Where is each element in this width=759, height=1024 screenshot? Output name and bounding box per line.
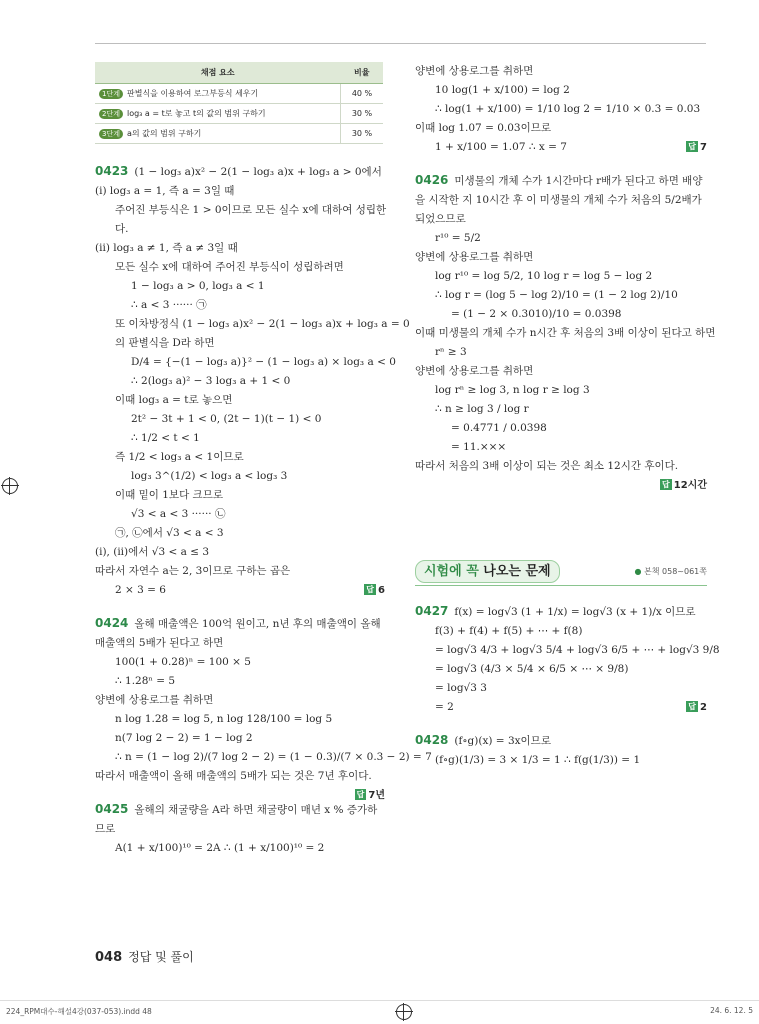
solution-line: 을 시작한 지 10시간 후 이 미생물의 개체 수가 처음의 5/2배가 (415, 194, 702, 206)
solution-line: (i) log₃ a = 1, 즉 a = 3일 때 (95, 185, 235, 197)
solution-line: (f∘g)(1/3) = 3 × 1/3 = 1 ∴ f(g(1/3)) = 1 (435, 754, 641, 766)
solution-line: = (1 − 2 × 0.3010)/10 = 0.0398 (451, 308, 622, 320)
solution-line: 양변에 상용로그를 취하면 (415, 251, 534, 263)
solution-line: = log√3 4/3 + log√3 5/4 + log√3 6/5 + ⋯ + log√3 9/8 (435, 644, 720, 656)
solution-line: 되었으므로 (415, 213, 466, 225)
solution-line: 이때 밑이 1보다 크므로 (115, 489, 223, 501)
answer-badge: 답 (356, 790, 365, 799)
problem-header (95, 162, 385, 182)
answer-value: 6 (378, 585, 385, 596)
solution-line: ∴ 1.28ⁿ = 5 (115, 675, 176, 687)
solution-line: 2t² − 3t + 1 < 0, (2t − 1)(t − 1) < 0 (131, 413, 322, 425)
registration-mark-icon (396, 1004, 412, 1020)
answer-mark (660, 476, 707, 495)
solution-line: = log√3 3 (435, 682, 487, 694)
table-row (95, 124, 383, 144)
problem-text: 미생물의 개체 수가 1시간마다 r배가 된다고 하면 배양 (454, 175, 703, 187)
solution-line: = log√3 (4/3 × 5/4 × 6/5 × ⋯ × 9/8) (435, 663, 629, 675)
solution-line: (i), (ii)에서 √3 < a ≤ 3 (95, 546, 210, 558)
problem-header (95, 614, 385, 634)
problem-number: 0424 (95, 616, 129, 630)
solution-line: ∴ a < 3 ······ ㉠ (131, 299, 207, 311)
solution-line: 모든 실수 x에 대하여 주어진 부등식이 성립하려면 (115, 261, 344, 273)
score-item: 판별식을 이용하여 로그부등식 세우기 (126, 89, 259, 98)
right-column (415, 62, 720, 770)
solution-line: n(7 log 2 − 2) = 1 − log 2 (115, 732, 253, 744)
solution-line: (ii) log₃ a ≠ 1, 즉 a ≠ 3일 때 (95, 242, 238, 254)
score-ratio: 30 % (341, 124, 384, 144)
solution-line: 따라서 자연수 a는 2, 3이므로 구하는 곱은 (95, 565, 291, 577)
problem-header (415, 602, 707, 622)
solution-line: 또 이차방정식 (1 − log₃ a)x² − 2(1 − log₃ a)x + log₃ a = 0 (115, 318, 410, 330)
solution-text: = 2 (435, 701, 454, 713)
problem-number: 0425 (95, 802, 129, 816)
solution-line: 100(1 + 0.28)ⁿ = 100 × 5 (115, 656, 251, 668)
answer-badge: 답 (688, 702, 697, 711)
problem-number: 0427 (415, 604, 449, 618)
top-rule (95, 43, 706, 44)
section-banner (415, 560, 707, 586)
banner-ref-text: 본책 058~061쪽 (644, 567, 707, 576)
solution-line: 10 log(1 + x/100) = log 2 (435, 84, 570, 96)
solution-line: ∴ n = (1 − log 2)/(7 log 2 − 2) = (1 − 0.3)/(7 × 0.3 − 2) = 7 (115, 751, 432, 763)
answer-mark (686, 138, 707, 157)
solution-line: 즉 1/2 < log₃ a < 1이므로 (115, 451, 244, 463)
problem-text: f(x) = log√3 (1 + 1/x) = log√3 (x + 1)/x 이므로 (454, 606, 696, 618)
solution-line: log rⁿ ≥ log 3, n log r ≥ log 3 (435, 384, 590, 396)
problem-number: 0428 (415, 733, 449, 747)
answer-badge: 답 (366, 585, 375, 594)
banner-title-a: 시험에 꼭 (424, 564, 479, 579)
problem-number: 0426 (415, 173, 449, 187)
answer-badge: 답 (662, 480, 670, 489)
solution-line: 양변에 상용로그를 취하면 (415, 365, 534, 377)
solution-text: 1 + x/100 = 1.07 ∴ x = 7 (435, 141, 567, 153)
page-footer (95, 948, 194, 965)
footer-label: 정답 및 풀이 (128, 950, 194, 964)
registration-mark-icon (2, 478, 18, 494)
solution-line (415, 138, 707, 157)
solution-line: 이때 log 1.07 = 0.03이므로 (415, 122, 552, 134)
problem-header (415, 731, 707, 751)
banner-ref (634, 562, 707, 581)
solution-line: = 11.××× (451, 441, 507, 453)
solution-line: 1 − log₃ a > 0, log₃ a < 1 (131, 280, 265, 292)
problem-header (415, 171, 707, 191)
slug-rule (0, 1000, 759, 1001)
slug-left: 224_RPM대수-해설4강(037-053).indd 48 (6, 1007, 152, 1016)
solution-line: ∴ log r = (log 5 − log 2)/10 = (1 − 2 log 2)/10 (435, 289, 678, 301)
solution-line: 다. (115, 223, 129, 235)
score-header-item: 채점 요소 (95, 62, 341, 84)
bullet-icon: ● (634, 567, 642, 576)
solution-line: √3 < a < 3 ······ ㉡ (131, 508, 226, 520)
answer-value: 2 (700, 702, 707, 713)
answer-badge: 답 (688, 142, 697, 151)
score-ratio: 30 % (341, 104, 384, 124)
score-header-ratio: 비율 (341, 62, 384, 84)
solution-line: r¹⁰ = 5/2 (435, 232, 481, 244)
solution-line: ㉠, ㉡에서 √3 < a < 3 (115, 527, 224, 539)
slug-right: 24. 6. 12. 5 (710, 1006, 753, 1015)
solution-line: 양변에 상용로그를 취하면 (415, 65, 534, 77)
step-badge: 2단계 (99, 109, 123, 119)
answer-value: 7년 (368, 790, 385, 801)
problem-text: (1 − log₃ a)x² − 2(1 − log₃ a)x + log₃ a > 0에서 (134, 166, 382, 178)
problem-number: 0423 (95, 164, 129, 178)
step-badge: 1단계 (99, 89, 123, 99)
solution-line: log₃ 3^(1/2) < log₃ a < log₃ 3 (131, 470, 288, 482)
solution-line: ∴ 2(log₃ a)² − 3 log₃ a + 1 < 0 (131, 375, 291, 387)
problem-text: 올해의 채굴량을 A라 하면 채굴량이 매년 x % 증가하 (134, 804, 378, 816)
solution-text: 2 × 3 = 6 (115, 584, 166, 596)
score-item: a의 값의 범위 구하기 (126, 129, 202, 138)
solution-line: n log 1.28 = log 5, n log 128/100 = log 5 (115, 713, 333, 725)
problem-text: 올해 매출액은 100억 원이고, n년 후의 매출액이 올해 (134, 618, 381, 630)
banner-title (415, 560, 560, 583)
solution-line: 이때 log₃ a = t로 놓으면 (115, 394, 233, 406)
banner-title-b: 나오는 문제 (483, 564, 551, 579)
solution-line: D/4 = {−(1 − log₃ a)}² − (1 − log₃ a) × log₃ a < 0 (131, 356, 396, 368)
score-ratio: 40 % (341, 84, 384, 104)
table-row (95, 84, 383, 104)
answer-value: 12시간 (673, 480, 707, 491)
solution-line: 이때 미생물의 개체 수가 n시간 후 처음의 3배 이상이 된다고 하면 (415, 327, 716, 339)
solution-line: 므로 (95, 823, 116, 835)
solution-line: ∴ log(1 + x/100) = 1/10 log 2 = 1/10 × 0.3 = 0.03 (435, 103, 701, 115)
answer-mark (686, 698, 707, 717)
table-row (95, 104, 383, 124)
solution-line: ∴ 1/2 < t < 1 (131, 432, 200, 444)
solution-line: 따라서 처음의 3배 이상이 되는 것은 최소 12시간 후이다. (415, 460, 679, 472)
solution-line: 따라서 매출액이 올해 매출액의 5배가 되는 것은 7년 후이다. (95, 770, 372, 782)
answer-mark (364, 581, 385, 600)
page-number: 048 (95, 950, 123, 965)
score-item: log₃ a = t로 놓고 t의 값의 범위 구하기 (126, 109, 266, 118)
step-badge: 3단계 (99, 129, 123, 139)
problem-header (95, 800, 385, 820)
solution-line: ∴ n ≥ log 3 / log r (435, 403, 529, 415)
solution-line: rⁿ ≥ 3 (435, 346, 467, 358)
solution-line: 주어진 부등식은 1 > 0이므로 모든 실수 x에 대하여 성립한 (115, 204, 387, 216)
answer-value: 7 (700, 142, 707, 153)
solution-line (95, 581, 385, 600)
solution-line: 매출액의 5배가 된다고 하면 (95, 637, 224, 649)
solution-line: log r¹⁰ = log 5/2, 10 log r = log 5 − log 2 (435, 270, 653, 282)
solution-line: f(3) + f(4) + f(5) + ⋯ + f(8) (435, 625, 583, 637)
solution-line (415, 698, 707, 717)
solution-line: 양변에 상용로그를 취하면 (95, 694, 214, 706)
solution-line: 의 판별식을 D라 하면 (115, 337, 215, 349)
score-table (95, 62, 383, 144)
solution-line: A(1 + x/100)¹⁰ = 2A ∴ (1 + x/100)¹⁰ = 2 (115, 842, 325, 854)
solution-line: = 0.4771 / 0.0398 (451, 422, 547, 434)
problem-text: (f∘g)(x) = 3x이므로 (454, 735, 551, 747)
